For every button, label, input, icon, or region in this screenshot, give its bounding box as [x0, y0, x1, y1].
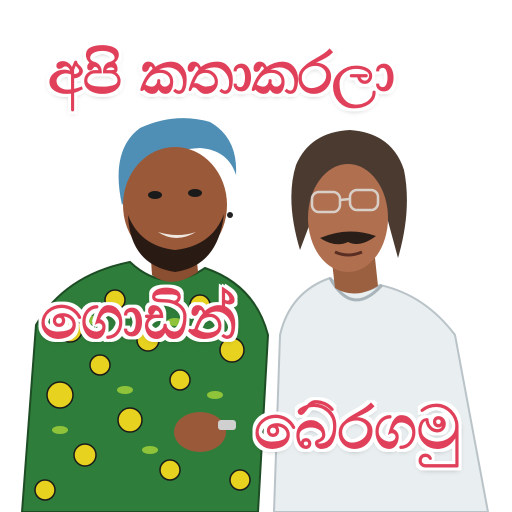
caption-bottom: බේරගමු	[254, 393, 461, 463]
man-left-hands	[174, 412, 226, 452]
caption-middle: ගොඩින්	[40, 283, 237, 353]
caption-top: අපි කතාකරලා	[48, 39, 394, 107]
